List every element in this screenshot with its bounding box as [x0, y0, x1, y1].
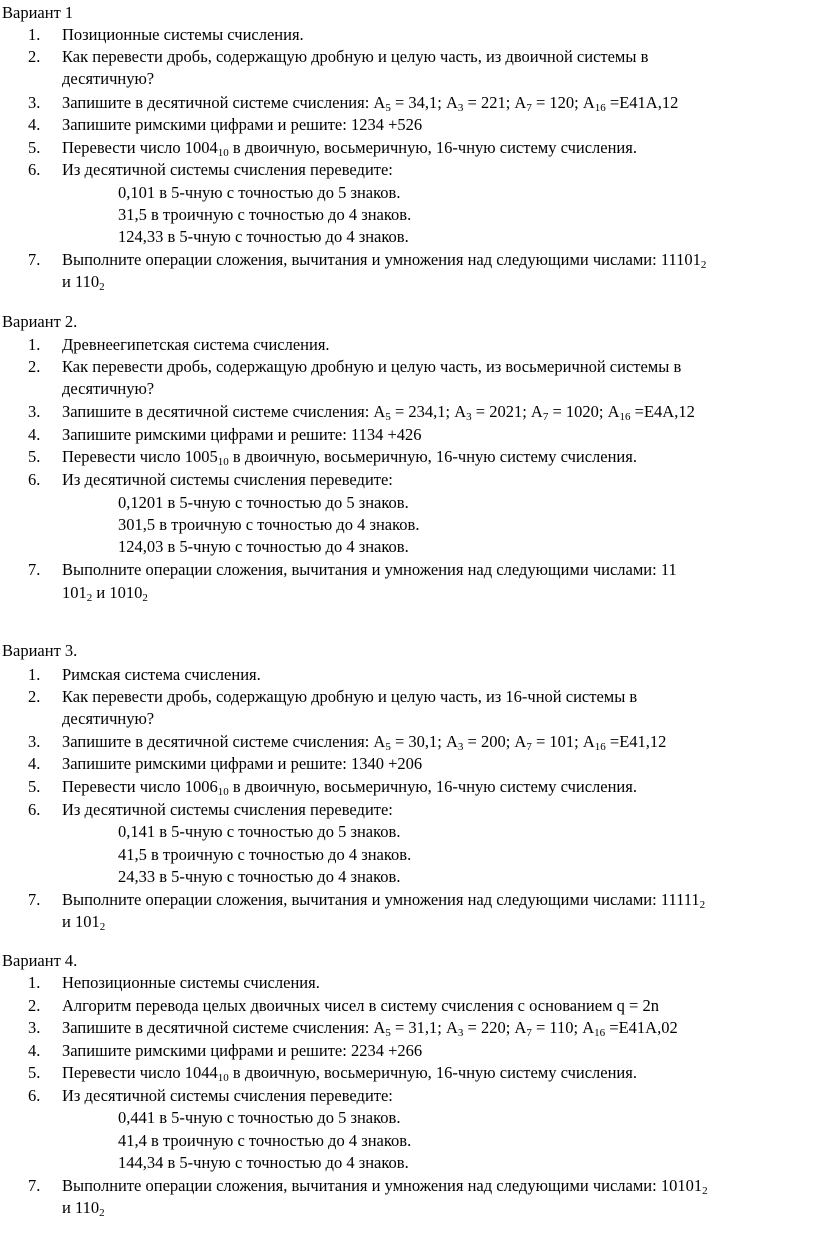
item-number: 1.	[28, 335, 41, 354]
item-text: Запишите римскими цифрами и решите: 1134 +426	[62, 425, 422, 444]
item-number: 3.	[28, 93, 41, 112]
item-text: Непозиционные системы счисления.	[62, 973, 320, 992]
item-text: Перевести число $1004_{10}$ в двоичную, восьмеричную, 16-чную систему счисления.	[62, 138, 637, 159]
item-text: Запишите в десятичной системе счисления: $А_5 = 34,1$; $А_3 = 221$; $А_7 = 120$; $А_{16} =Е41А,12$	[62, 93, 679, 114]
variant-title: Вариант 3.	[2, 641, 78, 660]
item-number: 2.	[28, 687, 41, 706]
item-text: Древнеегипетская система счисления.	[62, 335, 330, 354]
item-text: и $101_2$	[62, 912, 106, 933]
item-number: 1.	[28, 973, 41, 992]
item-number: 2.	[28, 357, 41, 376]
item-text: Перевести число $1006_{10}$ в двоичную, восьмеричную, 16-чную систему счисления.	[62, 777, 637, 798]
item-text: Выполните операции сложения, вычитания и умножения над следующими числами: $11111_2$	[62, 890, 706, 911]
item-number: 4.	[28, 1041, 41, 1060]
item-text: Выполните операции сложения, вычитания и умножения над следующими числами: $10101_2$	[62, 1176, 708, 1197]
item-text: Запишите римскими цифрами и решите: 2234 +266	[62, 1041, 423, 1060]
item-text: Из десятичной системы счисления переведите:	[62, 470, 393, 489]
item-number: 2.	[28, 47, 41, 66]
item-number: 6.	[28, 1086, 41, 1105]
variant-title: Вариант 1	[2, 3, 74, 22]
item-number: 6.	[28, 160, 41, 179]
variant-title: Вариант 2.	[2, 312, 78, 331]
item-text: десятичную?	[62, 709, 155, 728]
item-text: Как перевести дробь, содержащую дробную и целую часть, из 16-чной системы в	[62, 687, 638, 706]
item-number: 3.	[28, 402, 41, 421]
item-text: Выполните операции сложения, вычитания и умножения над следующими числами: 11	[62, 560, 677, 579]
item-text: Из десятичной системы счисления переведите:	[62, 800, 393, 819]
item-text: Перевести число $1005_{10}$ в двоичную, восьмеричную, 16-чную систему счисления.	[62, 447, 637, 468]
item-number: 7.	[28, 1176, 41, 1195]
item-text: Позиционные системы счисления.	[62, 25, 304, 44]
item-number: 6.	[28, 470, 41, 489]
item-text: Запишите римскими цифрами и решите: 1340 +206	[62, 754, 423, 773]
item-text: Как перевести дробь, содержащую дробную и целую часть, из двоичной системы в	[62, 47, 649, 66]
item-number: 5.	[28, 1063, 41, 1082]
item-number: 4.	[28, 754, 41, 773]
item-text: Запишите в десятичной системе счисления: $А_5 = 234,1$; $А_3 = 2021$; $А_7 = 1020$; $А_{16} =Е4А,12$	[62, 402, 695, 423]
item-number: 5.	[28, 138, 41, 157]
item-text: Римская система счисления.	[62, 665, 261, 684]
item-text: Перевести число $1044_{10}$ в двоичную, восьмеричную, 16-чную систему счисления.	[62, 1063, 637, 1084]
item-number: 2.	[28, 996, 41, 1015]
item-text: десятичную?	[62, 379, 155, 398]
item-text: и $110_2$	[62, 272, 105, 293]
item-number: 4.	[28, 115, 41, 134]
item-text: Запишите римскими цифрами и решите: 1234 +526	[62, 115, 423, 134]
item-number: 4.	[28, 425, 41, 444]
item-number: 7.	[28, 560, 41, 579]
item-number: 3.	[28, 1018, 41, 1037]
item-text: Выполните операции сложения, вычитания и умножения над следующими числами: $11101_2$	[62, 250, 707, 271]
item-text: Запишите в десятичной системе счисления: $А_5 = 31,1$; $А_3 = 220$; $А_7 = 110$; $А_{16} =Е41А,02$	[62, 1018, 678, 1039]
item-number: 1.	[28, 665, 41, 684]
item-number: 1.	[28, 25, 41, 44]
item-text: десятичную?	[62, 69, 155, 88]
item-text: $101_2$ и $1010_2$	[62, 583, 148, 604]
item-number: 6.	[28, 800, 41, 819]
item-text: Запишите в десятичной системе счисления: $А_5 = 30,1$; $А_3 = 200$; $А_7 = 101$; $А_{16} =Е41,12$	[62, 732, 667, 753]
item-number: 5.	[28, 777, 41, 796]
item-text: Из десятичной системы счисления переведите:	[62, 1086, 393, 1105]
item-number: 7.	[28, 250, 41, 269]
item-text: Как перевести дробь, содержащую дробную и целую часть, из восьмеричной системы в	[62, 357, 682, 376]
item-number: 3.	[28, 732, 41, 751]
item-text: и $110_2$	[62, 1198, 105, 1219]
item-number: 5.	[28, 447, 41, 466]
item-text: Алгоритм перевода целых двоичных чисел в систему счисления с основанием q = 2n	[62, 996, 659, 1015]
item-number: 7.	[28, 890, 41, 909]
variant-title: Вариант 4.	[2, 951, 78, 970]
item-text: Из десятичной системы счисления переведите:	[62, 160, 393, 179]
